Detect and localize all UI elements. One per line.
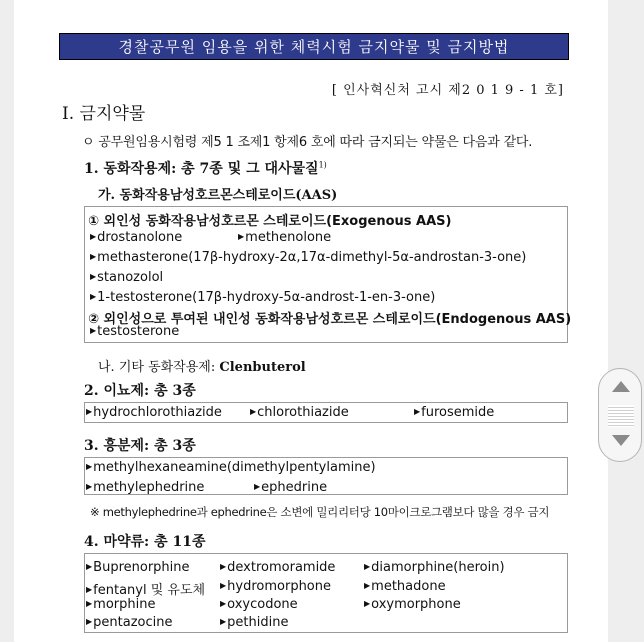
cat3-heading: 3. 흥분제: 총 3종 bbox=[84, 438, 196, 454]
exo-item: ▶stanozolol bbox=[90, 270, 164, 285]
narcotic-item: ▶fentanyl 및 유도체 bbox=[86, 583, 206, 598]
narcotic-item: ▶methadone bbox=[364, 579, 446, 594]
scroll-grip-icon[interactable] bbox=[608, 405, 634, 427]
exo-item: ▶1-testosterone(17β-hydroxy-5α-androst-1-en-3-one) bbox=[90, 290, 436, 305]
cat4-heading: 4. 마약류: 총 11종 bbox=[84, 534, 206, 550]
section-heading: Ⅰ. 금지약물 bbox=[62, 104, 146, 124]
scroll-widget bbox=[598, 368, 642, 462]
stimulant-item: ▶methylhexaneamine(dimethylpentylamine) bbox=[86, 460, 376, 475]
cat1-sub-b: 나. 기타 동화작용제: Clenbuterol bbox=[98, 360, 306, 375]
exogenous-heading: ① 외인성 동화작용남성호르몬 스테로이드(Exogenous AAS) bbox=[88, 214, 452, 229]
cat1-sub-a: 가. 동화작용남성호르몬스테로이드(AAS) bbox=[98, 188, 338, 203]
stimulant-item: ▶ephedrine bbox=[254, 480, 328, 495]
diuretic-item: ▶chlorothiazide bbox=[250, 405, 349, 420]
exo-item: ▶methasterone(17β-hydroxy-2α,17α-dimethyl-5α-androstan-3-one) bbox=[90, 250, 527, 265]
narcotic-item: ▶pentazocine bbox=[86, 615, 173, 630]
scroll-down-icon[interactable] bbox=[612, 435, 630, 446]
notice-number: [ 인사혁신처 고시 제2 0 1 9 - 1 호] bbox=[331, 83, 564, 98]
narcotic-item: ▶diamorphine(heroin) bbox=[364, 560, 505, 575]
exo-item: ▶drostanolone bbox=[90, 230, 183, 245]
narcotic-item: ▶dextromoramide bbox=[220, 560, 336, 575]
diuretic-item: ▶furosemide bbox=[414, 405, 495, 420]
stimulant-item: ▶methylephedrine bbox=[86, 480, 205, 495]
narcotic-item: ▶pethidine bbox=[220, 615, 289, 630]
document-title: 경찰공무원 임용을 위한 체력시험 금지약물 및 금지방법 bbox=[59, 33, 569, 60]
endogenous-heading: ② 외인성으로 투여된 내인성 동화작용남성호르몬 스테로이드(Endogenous AAS) bbox=[88, 312, 572, 327]
narcotic-item: ▶hydromorphone bbox=[220, 579, 331, 594]
narcotic-item: ▶Buprenorphine bbox=[86, 560, 190, 575]
narcotic-item: ▶morphine bbox=[86, 597, 156, 612]
narcotic-item: ▶oxycodone bbox=[220, 597, 298, 612]
stimulant-note: ※ methylephedrine과 ephedrine은 소변에 밀리리터당 10마이크로그램보다 많을 경우 금지 bbox=[90, 505, 550, 519]
intro-text: ㅇ 공무원임용시험령 제5 1 조제1 항제6 호에 따라 금지되는 약물은 다음과 같다. bbox=[82, 135, 533, 150]
cat1-heading: 1. 동화작용제: 총 7종 및 그 대사물질$^{1)}$ bbox=[84, 160, 327, 177]
narcotic-item: ▶oxymorphone bbox=[364, 597, 461, 612]
scroll-up-icon[interactable] bbox=[612, 381, 630, 392]
exo-item: ▶methenolone bbox=[238, 230, 332, 245]
cat2-heading: 2. 이뇨제: 총 3종 bbox=[84, 383, 196, 399]
endo-item: ▶testosterone bbox=[90, 324, 180, 339]
diuretic-item: ▶hydrochlorothiazide bbox=[86, 405, 222, 420]
